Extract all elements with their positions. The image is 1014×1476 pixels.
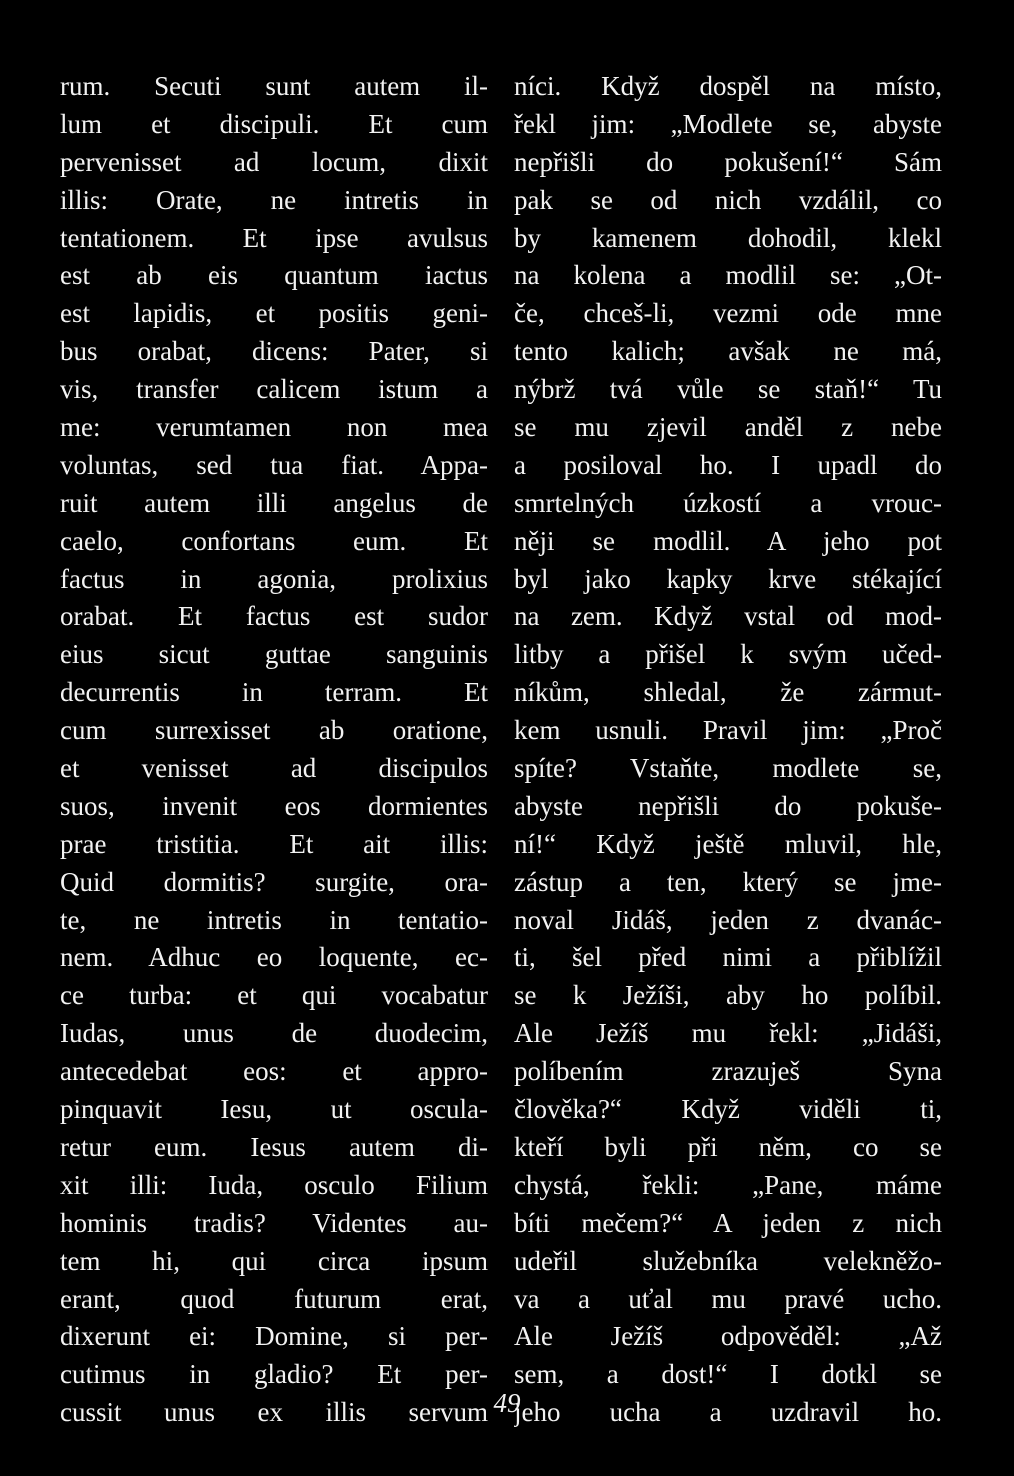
- text-line: retur eum. Iesus autem di-: [60, 1131, 488, 1162]
- text-line: erant, quod futurum erat,: [60, 1283, 488, 1314]
- text-line: bus orabat, dicens: Pater, si: [60, 336, 488, 367]
- text-line: spíte? Vstaňte, modlete se,: [514, 753, 942, 784]
- text-line: litby a přišel k svým učed-: [514, 639, 942, 670]
- text-line: rum. Secuti sunt autem il-: [60, 71, 488, 101]
- text-line: nýbrž tvá vůle se staň!“ Tu: [514, 374, 942, 405]
- text-line: cutimus in gladio? Et per-: [60, 1359, 488, 1390]
- text-line: na kolena a modlil se: „Ot-: [514, 260, 942, 291]
- text-line: byl jako kapky krve stékající: [514, 563, 942, 594]
- czech-text-column: [514, 68, 942, 1432]
- text-line: decurrentis in terram. Et: [60, 677, 488, 708]
- text-line: est lapidis, et positis geni-: [60, 298, 488, 329]
- text-line: člověka?“ Když viděli ti,: [514, 1094, 942, 1125]
- text-line: vis, transfer calicem istum a: [60, 374, 488, 405]
- text-line: dixerunt ei: Domine, si per-: [60, 1321, 488, 1352]
- text-line: nem. Adhuc eo loquente, ec-: [60, 942, 488, 973]
- text-line: udeřil služebníka velekněžo-: [514, 1245, 942, 1276]
- text-line: na zem. Když vstal od mod-: [514, 601, 942, 632]
- page-number: 49: [493, 1388, 521, 1418]
- text-line: lum et discipuli. Et cum: [60, 108, 488, 139]
- text-line: ce turba: et qui vocabatur: [60, 980, 488, 1011]
- text-line: sem, a dost!“ I dotkl se: [514, 1359, 942, 1390]
- text-line: me: verumtamen non mea: [60, 412, 488, 443]
- text-line: pinquavit Iesu, ut oscula-: [60, 1094, 488, 1125]
- text-line: te, ne intretis in tentatio-: [60, 904, 488, 935]
- text-line: a posiloval ho. I upadl do: [514, 449, 942, 480]
- text-line: tentationem. Et ipse avulsus: [60, 222, 488, 253]
- text-line: voluntas, sed tua fiat. Appa-: [60, 449, 488, 480]
- text-line: xit illi: Iuda, osculo Filium: [60, 1169, 488, 1200]
- text-line: nepřišli do pokušení!“ Sám: [514, 146, 942, 177]
- text-line: ti, šel před nimi a přiblížil: [514, 942, 942, 973]
- text-line: hominis tradis? Videntes au-: [60, 1207, 488, 1238]
- text-line: antecedebat eos: et appro-: [60, 1056, 488, 1087]
- text-line: caelo, confortans eum. Et: [60, 525, 488, 556]
- text-line: se k Ježíši, aby ho políbil.: [514, 980, 942, 1011]
- text-line: cum surrexisset ab oratione,: [60, 715, 488, 746]
- text-line: Iudas, unus de duodecim,: [60, 1018, 488, 1049]
- text-line: abyste nepřišli do pokuše-: [514, 790, 942, 821]
- text-line: se mu zjevil anděl z nebe: [514, 412, 942, 443]
- text-line: et venisset ad discipulos: [60, 753, 488, 784]
- text-line: eius sicut guttae sanguinis: [60, 639, 488, 670]
- text-line: factus in agonia, prolixius: [60, 563, 488, 594]
- text-line: prae tristitia. Et ait illis:: [60, 828, 488, 859]
- text-line: tem hi, qui circa ipsum: [60, 1245, 488, 1276]
- text-line: va a uťal mu pravé ucho.: [514, 1283, 942, 1314]
- text-line: smrtelných úzkostí a vrouc-: [514, 487, 942, 518]
- text-line: illis: Orate, ne intretis in: [60, 184, 488, 215]
- text-line: jeho ucha a uzdravil ho.: [514, 1397, 942, 1428]
- text-line: pervenisset ad locum, dixit: [60, 146, 488, 177]
- text-line: kem usnuli. Pravil jim: „Proč: [514, 715, 942, 746]
- text-line: něji se modlil. A jeho pot: [514, 525, 942, 556]
- text-line: níkům, shledal, že zármut-: [514, 677, 942, 708]
- text-line: kteří byli při něm, co se: [514, 1131, 942, 1162]
- text-line: orabat. Et factus est sudor: [60, 601, 488, 632]
- text-line: est ab eis quantum iactus: [60, 260, 488, 291]
- text-line: Quid dormitis? surgite, ora-: [60, 866, 488, 897]
- text-line: cussit unus ex illis servum: [60, 1397, 488, 1428]
- text-line: če, chceš-li, vezmi ode mne: [514, 298, 942, 329]
- text-line: bíti mečem?“ A jeden z nich: [514, 1207, 942, 1238]
- latin-text-column: [60, 68, 488, 1432]
- text-line: ruit autem illi angelus de: [60, 487, 488, 518]
- text-line: níci. Když dospěl na místo,: [514, 71, 942, 101]
- text-line: Ale Ježíš odpověděl: „Až: [514, 1321, 942, 1352]
- text-line: chystá, řekli: „Pane, máme: [514, 1169, 942, 1200]
- text-line: ní!“ Když ještě mluvil, hle,: [514, 828, 942, 859]
- text-line: noval Jidáš, jeden z dvanác-: [514, 904, 942, 935]
- text-line: políbením zrazuješ Syna: [514, 1056, 942, 1087]
- text-line: by kamenem dohodil, klekl: [514, 222, 942, 253]
- text-line: zástup a ten, který se jme-: [514, 866, 942, 897]
- text-line: Ale Ježíš mu řekl: „Jidáši,: [514, 1018, 942, 1049]
- text-line: suos, invenit eos dormientes: [60, 790, 488, 821]
- text-line: pak se od nich vzdálil, co: [514, 184, 942, 215]
- text-line: řekl jim: „Modlete se, abyste: [514, 108, 942, 139]
- text-line: tento kalich; avšak ne má,: [514, 336, 942, 367]
